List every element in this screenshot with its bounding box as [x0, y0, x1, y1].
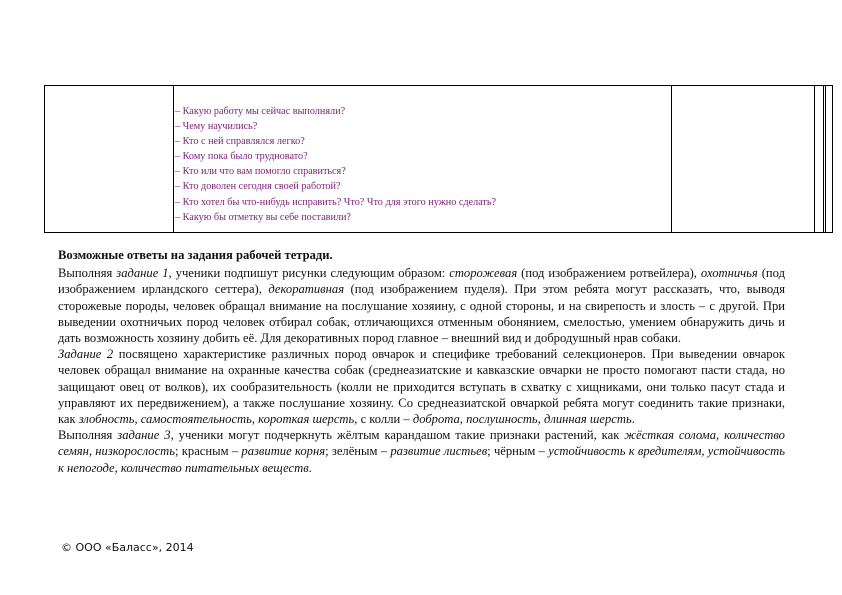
answer-paragraph-3 [58, 427, 785, 476]
text: , с колли – [354, 412, 413, 427]
emphasis: доброта, послушность, длинная шерсть [412, 412, 632, 427]
text: . [308, 460, 312, 475]
question-item: – Какую бы отметку вы себе поставили? [175, 211, 351, 223]
emphasis: задание 3 [117, 428, 171, 443]
question-item: – Кто хотел бы что-нибудь исправить? Что? Что для этого нужно сделать? [175, 196, 497, 208]
question-item: – Чему научились? [175, 121, 258, 133]
table-double-divider [823, 86, 826, 232]
emphasis: жёсткая солома, количество семян, низкорослость [58, 428, 785, 459]
text: ; зелёным – [325, 444, 391, 459]
question-item: – Кому пока было трудновато? [175, 151, 308, 163]
emphasis: злобность, самостоятельность, короткая шерсть [78, 412, 355, 427]
text: . [631, 412, 635, 427]
answers-section [58, 247, 785, 476]
question-item: – Кто доволен сегодня своей работой? [175, 181, 341, 193]
emphasis: развитие листьев [390, 444, 488, 459]
emphasis: декоративная [268, 282, 345, 297]
text: ; чёрным – [487, 444, 549, 459]
copyright-footer: © ООО «Баласс», 2014 [61, 541, 194, 554]
text: (под изображением пуделя). При этом ребята могут рассказать, что, выводя сторожевые породы, человек обращал внимание на послушание хозяину, с одной стороны, и на свирепость и злость – с другой. При выведении охотничьих пород человек отбирал собак, отличающихся отменным обонянием, смелостью, умением обнаружить дичь и дать возможность хозяину добить её. Для декоративных пород главное – внешний вид и добродушный нрав собаки. [58, 282, 785, 346]
text: (под изображением ирландского сеттера), [58, 266, 785, 297]
reflection-questions [175, 104, 496, 225]
table-column-divider [814, 85, 815, 233]
text: Выполняя [58, 428, 118, 443]
emphasis: устойчивость к вредителям, устойчивость к непогоде, количество питательных веществ [58, 444, 785, 475]
table-column-divider [671, 85, 672, 233]
question-item: – Кто с ней справлялся легко? [175, 136, 305, 148]
question-item: – Какую работу мы сейчас выполняли? [175, 106, 346, 117]
table-column-divider [173, 85, 174, 233]
emphasis: задание 1, [116, 266, 172, 281]
text: , ученики могут подчеркнуть жёлтым карандашом такие признаки растений, как [170, 428, 625, 443]
emphasis: Задание 2 [58, 347, 114, 362]
answer-paragraph-1 [58, 265, 785, 346]
section-heading: Возможные ответы на задания рабочей тетради. [58, 248, 333, 262]
emphasis: развитие корня [241, 444, 326, 459]
text: посвящено характеристике различных пород овчарок и специфике требований селекционеров. При выведении овчарок человек обращал внимание на охранные качества собак (среднеазиатские и кавказские овчарки не просто помогают пасти стада, но защищают овец от волков), их сообразительность (колли не приходится вступать в схватку с хищниками, они только пасут стада и управляют их передвижением), а также послушание хозяину. Со среднеазиатской овчаркой ребята могут соединить такие признаки, как [58, 347, 785, 427]
text: ученики подпишут рисунки следующим образом: [171, 266, 450, 281]
text: Выполняя [58, 266, 117, 281]
emphasis: сторожевая [449, 266, 518, 281]
answer-paragraph-2 [58, 346, 785, 427]
emphasis: охотничья [700, 266, 758, 281]
text: (под изображением ротвейлера), [517, 266, 701, 281]
question-item: – Кто или что вам помогло справиться? [175, 166, 346, 178]
text: ; красным – [174, 444, 242, 459]
